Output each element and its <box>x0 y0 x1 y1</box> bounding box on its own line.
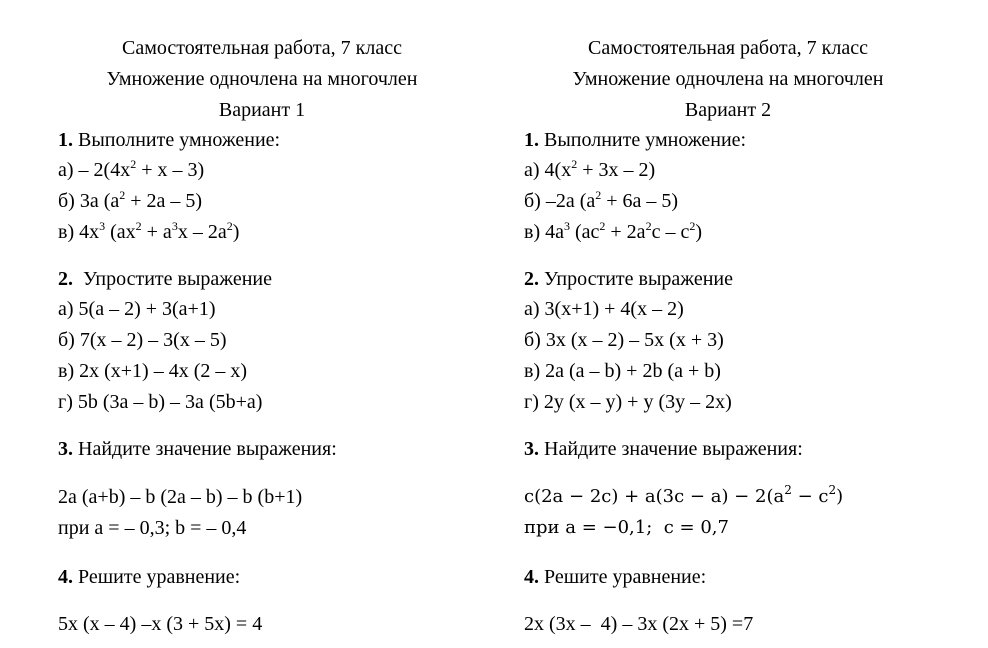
task-1-heading <box>524 128 746 152</box>
task-3-heading <box>58 437 337 461</box>
task-number: 1. <box>58 129 73 151</box>
variant-label: Вариант 1 <box>218 99 306 121</box>
task-2-heading <box>524 267 733 291</box>
task-2-item-d: г) 5b (3а – b) – 3а (5b+а) <box>58 391 263 413</box>
worksheet-topic: Умножение одночлена на многочлен <box>572 68 884 90</box>
variant-2-column <box>524 0 944 648</box>
task-number: 4. <box>524 566 539 588</box>
expr-part: + а <box>141 221 172 243</box>
expr-part: + 2а <box>605 221 646 243</box>
expr-part: + 2а – 5) <box>125 190 203 212</box>
task-number: 2. <box>58 268 73 290</box>
task-1-item-b <box>58 189 202 213</box>
expr-part: а) – 2(4x <box>58 159 131 181</box>
exponent: 2 <box>571 157 578 171</box>
exponent: 3 <box>171 219 178 233</box>
exponent: 2 <box>828 483 837 497</box>
task-text: Найдите значение выражения: <box>539 438 803 460</box>
exponent: 2 <box>130 157 137 171</box>
task-3-condition: при а = – 0,3; b = – 0,4 <box>58 517 247 539</box>
task-2-item-b: б) 7(x – 2) – 3(x – 5) <box>58 329 227 351</box>
expr-part: ) <box>836 486 844 507</box>
worksheet-topic: Умножение одночлена на многочлен <box>106 68 418 90</box>
exponent: 2 <box>226 219 233 233</box>
task-text: Упростите выражение <box>539 268 734 290</box>
exponent: 3 <box>563 219 570 233</box>
exponent: 2 <box>595 188 602 202</box>
task-number: 2. <box>524 268 539 290</box>
worksheet-title: Самостоятельная работа, 7 класс <box>121 37 403 59</box>
task-2-item-c: в) 2а (а – b) + 2b (а + b) <box>524 360 721 382</box>
variant-1-column <box>58 0 478 648</box>
task-number: 3. <box>524 438 539 460</box>
exponent: 2 <box>645 219 652 233</box>
task-3-heading <box>524 437 803 461</box>
exponent: 2 <box>689 219 696 233</box>
task-2-item-d: г) 2у (x – у) + у (3у – 2x) <box>524 391 732 413</box>
task-text: Выполните умножение: <box>73 129 281 151</box>
expr-part: − c <box>791 486 829 507</box>
task-2-item-c: в) 2x (x+1) – 4x (2 – x) <box>58 360 248 382</box>
expr-part: ) <box>232 221 240 243</box>
task-text: Решите уравнение: <box>539 566 707 588</box>
task-number: 4. <box>58 566 73 588</box>
task-number: 3. <box>58 438 73 460</box>
exponent: 2 <box>135 219 142 233</box>
expr-part: c(2a − 2c) + a(3c − a) − 2(a <box>524 486 785 507</box>
task-text: Выполните умножение: <box>539 129 747 151</box>
task-1-item-a <box>58 158 204 182</box>
exponent: 2 <box>119 188 126 202</box>
expr-part: (аc <box>569 221 600 243</box>
expr-part: c – c <box>651 221 690 243</box>
task-text: Найдите значение выражения: <box>73 438 337 460</box>
expr-part: б) –2а (а <box>524 190 596 212</box>
expr-part: + 6а – 5) <box>601 190 679 212</box>
task-3-expression <box>524 485 843 509</box>
task-text: Решите уравнение: <box>73 566 241 588</box>
task-3-condition: при a = −0,1; c = 0,7 <box>524 517 729 538</box>
expr-part: а) 4(x <box>524 159 572 181</box>
task-2-item-b: б) 3x (x – 2) – 5x (x + 3) <box>524 329 724 351</box>
expr-part: в) 4x <box>58 221 100 243</box>
expr-part: (аx <box>105 221 136 243</box>
task-1-item-c <box>524 220 702 244</box>
worksheet-title: Самостоятельная работа, 7 класс <box>587 37 869 59</box>
task-4-equation: 2x (3x – 4) – 3x (2x + 5) =7 <box>524 613 754 635</box>
task-2-item-a: а) 5(а – 2) + 3(а+1) <box>58 298 216 320</box>
expr-part: x – 2а <box>177 221 227 243</box>
task-4-heading <box>524 565 706 589</box>
task-2-heading <box>58 267 272 291</box>
task-2-item-a: а) 3(x+1) + 4(x – 2) <box>524 298 684 320</box>
expr-part: + 3x – 2) <box>577 159 656 181</box>
task-3-expression: 2а (а+b) – b (2а – b) – b (b+1) <box>58 486 303 508</box>
task-4-heading <box>58 565 240 589</box>
expr-part: + x – 3) <box>136 159 205 181</box>
task-4-equation: 5x (x – 4) –x (3 + 5x) = 4 <box>58 613 263 635</box>
exponent: 3 <box>99 219 106 233</box>
exponent: 2 <box>599 219 606 233</box>
task-1-item-c <box>58 220 239 244</box>
expr-part: б) 3а (а <box>58 190 120 212</box>
task-text: Упростите выражение <box>73 268 273 290</box>
exponent: 2 <box>784 483 792 497</box>
task-number: 1. <box>524 129 539 151</box>
task-1-item-a <box>524 158 655 182</box>
task-1-heading <box>58 128 280 152</box>
task-1-item-b <box>524 189 678 213</box>
expr-part: ) <box>695 221 702 243</box>
expr-part: в) 4а <box>524 221 564 243</box>
variant-label: Вариант 2 <box>684 99 772 121</box>
